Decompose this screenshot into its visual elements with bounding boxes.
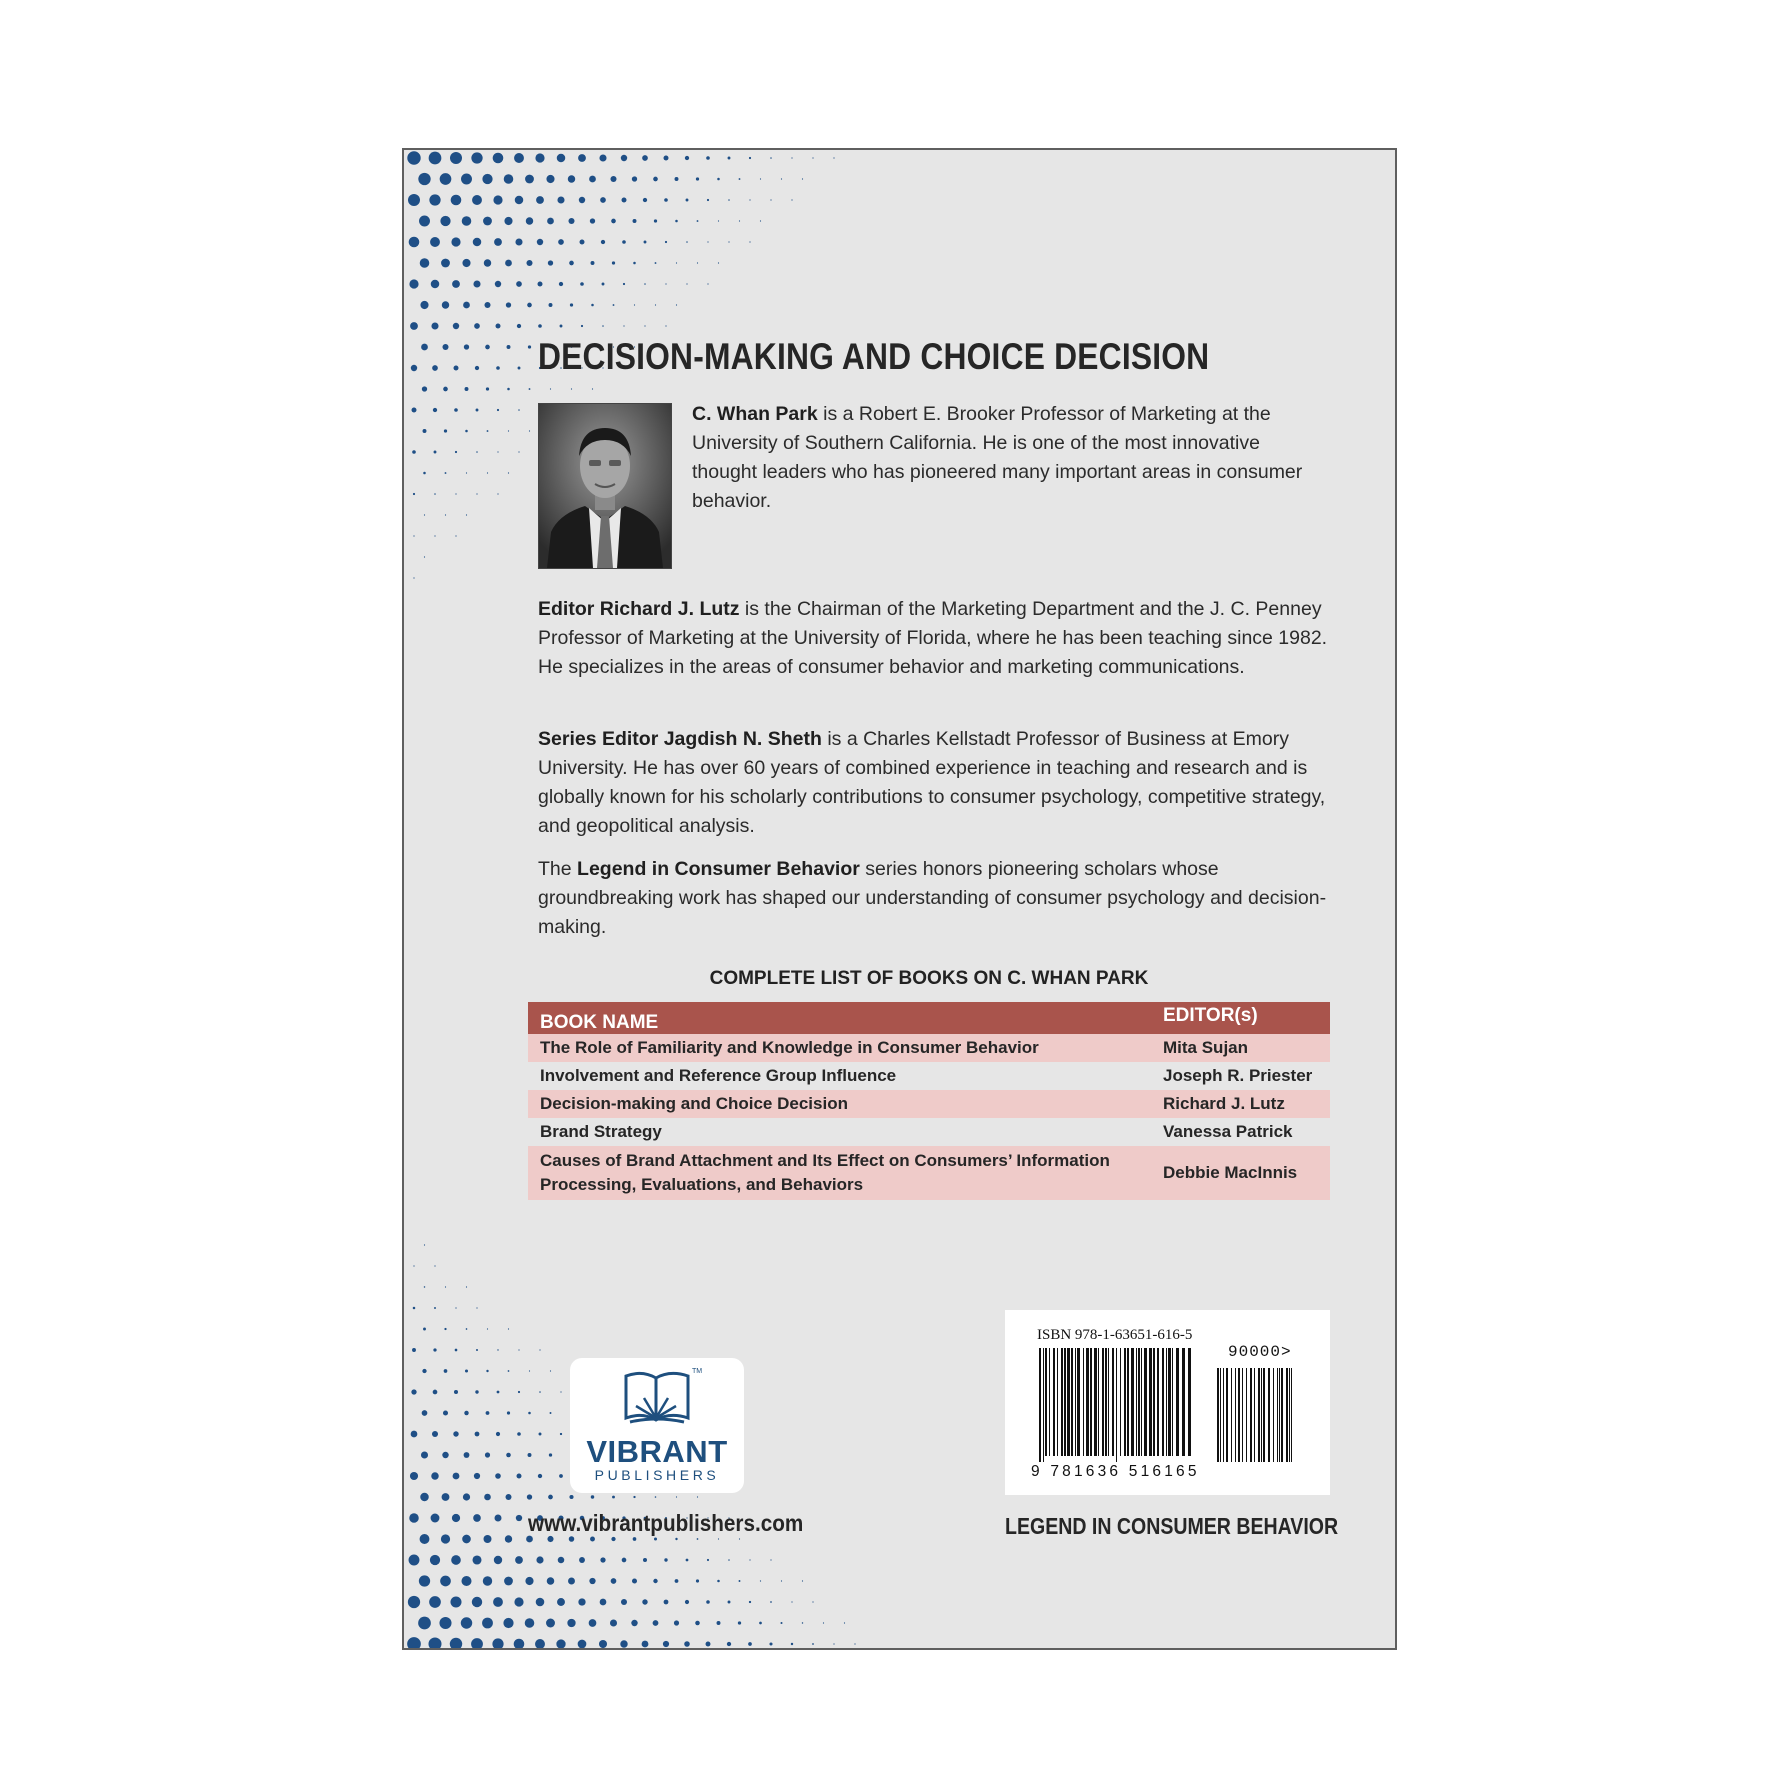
book-name-cell: Involvement and Reference Group Influence xyxy=(540,1066,897,1085)
editor-bio xyxy=(538,595,1338,682)
table-row xyxy=(528,1062,1330,1090)
open-book-icon xyxy=(570,1358,744,1438)
isbn-barcode xyxy=(1005,1310,1330,1495)
series-blurb-series: Legend in Consumer Behavior xyxy=(577,858,860,880)
author-bio xyxy=(692,400,1312,516)
editor-name: Editor Richard J. Lutz xyxy=(538,598,740,620)
author-bio-text: is a Robert E. Brooker Professor of Marketing at the University of Southern California. He is one of the most innovative thought leaders who has pioneered many important areas in consumer behavior. xyxy=(692,403,1303,512)
table-row xyxy=(528,1146,1330,1200)
table-row xyxy=(528,1090,1330,1118)
barcode-digits: 9 781636 516165 xyxy=(1031,1463,1200,1480)
author-name: C. Whan Park xyxy=(692,403,818,425)
editor-cell: Debbie MacInnis xyxy=(1151,1146,1330,1200)
publisher-logo xyxy=(570,1358,744,1493)
book-name-cell: The Role of Familiarity and Knowledge in Consumer Behavior xyxy=(528,1034,1151,1062)
publisher-website: www.vibrantpublishers.com xyxy=(528,1510,804,1536)
col-editors: EDITOR(s) xyxy=(1151,1002,1330,1034)
editor-cell: Mita Sujan xyxy=(1151,1034,1330,1062)
book-list-table xyxy=(528,1002,1330,1200)
editor-cell: Richard J. Lutz xyxy=(1151,1090,1330,1118)
trademark-mark: TM xyxy=(692,1368,703,1375)
cover-title: DECISION-MAKING AND CHOICE DECISION xyxy=(538,336,1210,377)
book-name-cell: Brand Strategy xyxy=(540,1122,662,1141)
book-name-cell: Decision-making and Choice Decision xyxy=(528,1090,1151,1118)
series-blurb xyxy=(538,855,1338,942)
isbn-number: ISBN 978-1-63651-616-5 xyxy=(1037,1327,1193,1343)
table-row xyxy=(528,1034,1330,1062)
series-editor-name: Series Editor Jagdish N. Sheth xyxy=(538,728,822,750)
col-book-name: BOOK NAME xyxy=(528,1002,1151,1034)
series-editor-bio xyxy=(538,725,1338,841)
publisher-subtitle: PUBLISHERS xyxy=(594,1467,720,1483)
table-row xyxy=(528,1118,1330,1146)
editor-cell: Joseph R. Priester xyxy=(1163,1066,1313,1085)
series-name: LEGEND IN CONSUMER BEHAVIOR xyxy=(1005,1513,1339,1539)
author-photo xyxy=(538,403,672,569)
book-name-cell: Causes of Brand Attachment and Its Effect on Consumers’ Information Processing, Evaluations, and Behaviors xyxy=(528,1146,1151,1200)
series-editor-bio-text: is a Charles Kellstadt Professor of Business at Emory University. He has over 60 years of combined experience in teaching and research and is globally known for his scholarly contributions to consumer psychology, competitive strategy, and geopolitical analysis. xyxy=(538,728,1326,837)
book-list-heading: COMPLETE LIST OF BOOKS ON C. WHAN PARK xyxy=(709,968,1149,989)
price-addon: 90000> xyxy=(1228,1343,1292,1361)
series-blurb-prefix: The xyxy=(538,858,578,880)
book-back-cover xyxy=(402,148,1397,1650)
editor-cell: Vanessa Patrick xyxy=(1163,1122,1293,1141)
editor-bio-text: is the Chairman of the Marketing Department and the J. C. Penney Professor of Marketing at the University of Florida, where he has been teaching since 1982. He specializes in the areas of consumer behavior and marketing communications. xyxy=(538,598,1328,678)
series-blurb-text: series honors pioneering scholars whose groundbreaking work has shaped our understanding of consumer psychology and decision-making. xyxy=(538,858,1327,938)
publisher-name: VIBRANT xyxy=(586,1434,728,1469)
book-list-header-row xyxy=(528,1002,1330,1034)
